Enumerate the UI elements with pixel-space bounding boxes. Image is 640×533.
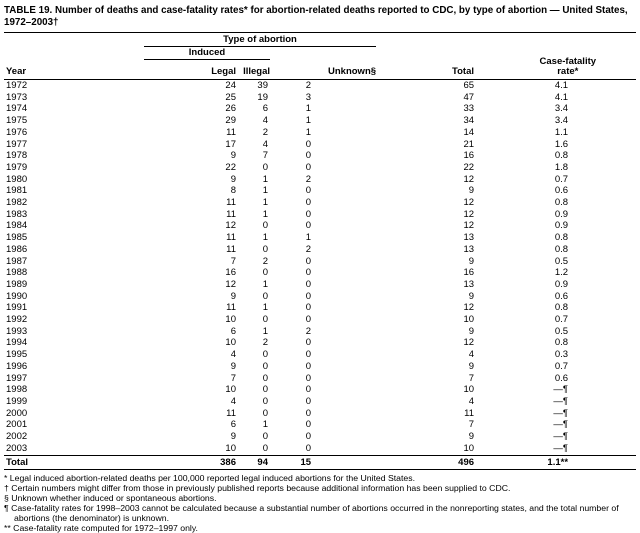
table-row	[4, 373, 636, 385]
table-cell: 1986	[6, 243, 28, 255]
table-cell: 1996	[6, 360, 28, 372]
table-row	[4, 256, 636, 268]
table-row	[4, 431, 636, 443]
table-cell: 0.8	[554, 337, 569, 349]
table-cell: 0	[262, 372, 268, 384]
table-cell: 12	[463, 173, 475, 185]
spacer-cell	[376, 47, 480, 60]
table-cell: 13	[463, 278, 475, 290]
table-cell: 8	[230, 185, 236, 197]
table-cell: 34	[463, 115, 475, 127]
table-cell: 0	[305, 384, 312, 396]
table-cell: 4	[230, 349, 236, 361]
column-header-illegal: Illegal	[236, 60, 270, 80]
table-row	[4, 337, 636, 349]
table-cell: 1	[262, 302, 268, 314]
table-cell: 21	[463, 138, 475, 150]
table-row	[4, 174, 636, 186]
footnotes	[4, 473, 638, 533]
table-cell: 9	[230, 290, 236, 302]
table-cell: 0	[305, 290, 312, 302]
table-cell: 1	[262, 325, 268, 337]
table-cell: 0.6	[554, 372, 569, 384]
table-cell: 0.7	[554, 314, 569, 326]
table-cell: 9	[468, 185, 475, 197]
table-cell: 1979	[6, 161, 28, 173]
table-cell: 1973	[6, 91, 28, 103]
table-cell: 11	[464, 407, 475, 419]
table-cell: 0	[305, 161, 312, 173]
table-cell: 3	[305, 91, 312, 103]
table-cell: 6	[230, 325, 236, 337]
table-cell: 0.7	[554, 173, 569, 185]
table-cell: 7	[230, 372, 236, 384]
table-cell: 12	[463, 197, 475, 209]
table-cell: 0.9	[554, 278, 569, 290]
table-cell: 9	[230, 173, 236, 185]
table-cell: 1	[262, 197, 268, 209]
table-cell: 2	[305, 243, 312, 255]
table-cell: 0	[262, 442, 268, 454]
table-cell: 0	[262, 161, 268, 173]
table-cell: 9	[230, 360, 236, 372]
table-cell: 1983	[6, 208, 28, 220]
table-row	[4, 384, 636, 396]
table-cell: 0	[305, 278, 312, 290]
table-cell: 1977	[6, 138, 28, 150]
spacer-cell	[376, 33, 480, 47]
table-cell: 2	[262, 337, 268, 349]
table-cell: 13	[463, 243, 475, 255]
table-cell: —¶	[553, 384, 569, 396]
table-row	[4, 197, 636, 209]
table-cell: 25	[225, 91, 236, 103]
table-cell: 9	[468, 360, 475, 372]
table-cell: 1974	[6, 103, 28, 115]
table-cell: 9	[468, 255, 475, 267]
table-cell: 10	[225, 314, 236, 326]
table-cell: 0	[305, 208, 312, 220]
table-cell: —¶	[553, 395, 569, 407]
table-cell: 1	[305, 126, 312, 138]
table-cell: 11	[226, 302, 236, 314]
table-cell: 10	[463, 384, 475, 396]
table-cell: 65	[463, 80, 475, 91]
table-cell: 0	[305, 372, 312, 384]
table-cell: 0	[305, 185, 312, 197]
table-row	[4, 408, 636, 420]
table-cell: 2003	[6, 442, 28, 454]
table-cell: 12	[463, 302, 475, 314]
total-rate: 1.1**	[480, 455, 636, 469]
table-cell: 6	[230, 419, 236, 431]
table-cell: 4	[262, 138, 268, 150]
table-cell: 12	[225, 220, 236, 232]
table-cell: 1	[262, 185, 268, 197]
table-cell: 1.2	[554, 267, 569, 279]
table-cell: 16	[463, 150, 475, 162]
table-cell: 0.6	[554, 185, 569, 197]
table-row	[4, 349, 636, 361]
spacer-cell	[4, 47, 144, 60]
total-label: Total	[4, 455, 144, 469]
spacer-cell	[4, 33, 144, 47]
table-cell: 3.4	[554, 103, 569, 115]
total-total: 496	[376, 455, 480, 469]
table-cell: 4	[262, 115, 268, 127]
table-cell: 7	[262, 150, 268, 162]
footnote: § Unknown whether induced or spontaneous abortions.	[4, 492, 217, 503]
table-cell: 1972	[6, 80, 28, 91]
table-cell: 1992	[6, 314, 28, 326]
table-cell: 2002	[6, 431, 28, 443]
rate-header-line1: Case-fatality	[539, 56, 597, 67]
table-cell: 0	[305, 302, 312, 314]
table-cell: 0	[305, 255, 312, 267]
table-cell: 1980	[6, 173, 28, 185]
table-cell: 2	[262, 255, 268, 267]
table-cell: 1.1	[554, 126, 569, 138]
table-cell: 0	[305, 197, 312, 209]
table-cell: 1988	[6, 267, 28, 279]
table-cell: 1998	[6, 384, 28, 396]
table-cell: 1991	[6, 302, 28, 314]
table-cell: 1.8	[554, 161, 569, 173]
table-cell: 1	[305, 115, 312, 127]
table-cell: 2	[305, 325, 312, 337]
table-cell: 9	[468, 325, 475, 337]
table-cell: 1.6	[554, 138, 569, 150]
table-cell: 0	[305, 220, 312, 232]
table-row	[4, 361, 636, 373]
table-cell: 0	[305, 138, 312, 150]
table-footer	[4, 455, 636, 469]
table-cell: 7	[468, 372, 475, 384]
table-cell: 2	[262, 126, 268, 138]
table-cell: 7	[468, 419, 475, 431]
table-row	[4, 302, 636, 314]
table-cell: 1982	[6, 197, 28, 209]
table-cell: 9	[230, 431, 236, 443]
table-cell: 12	[463, 337, 475, 349]
table-row	[4, 419, 636, 431]
table-row	[4, 220, 636, 232]
footnote: ¶ Case-fatality rates for 1998–2003 cannot be calculated because a substantial number of abortions occurred in the nonreporting states, and the total number of abortions (the denominator) is unknown.	[4, 502, 619, 523]
table-cell: 16	[225, 267, 236, 279]
table-cell: 14	[463, 126, 475, 138]
table-cell: 0	[262, 290, 268, 302]
table-cell: 47	[463, 91, 475, 103]
table-cell: 0	[262, 220, 268, 232]
table-row	[4, 209, 636, 221]
table-cell: 2	[305, 173, 312, 185]
table-row	[4, 103, 636, 115]
table-cell: 0	[262, 349, 268, 361]
table-cell: 1999	[6, 395, 28, 407]
group-header-induced: Induced	[144, 47, 270, 60]
table-cell: 4	[230, 395, 236, 407]
table-row	[4, 115, 636, 127]
table-cell: 11	[226, 243, 236, 255]
table-cell: 4.1	[554, 80, 569, 91]
table-cell: 0	[262, 243, 268, 255]
table-cell: 11	[226, 197, 236, 209]
table-row	[4, 232, 636, 244]
table-cell: 12	[463, 220, 475, 232]
table-cell: 9	[230, 150, 236, 162]
footnote: * Legal induced abortion-related deaths per 100,000 reported legal induced abortions for the United States.	[4, 472, 416, 483]
table-cell: 6	[262, 103, 268, 115]
table-cell: 1	[262, 278, 268, 290]
table-cell: 4.1	[554, 91, 569, 103]
table-row	[4, 162, 636, 174]
rate-header-text	[540, 57, 597, 77]
table-cell: 39	[257, 80, 268, 91]
table-cell: 0.7	[554, 360, 569, 372]
table-cell: 0	[305, 395, 312, 407]
table-cell: 0.8	[554, 243, 569, 255]
table-row	[4, 244, 636, 256]
table-cell: 10	[225, 442, 236, 454]
table-cell: 2	[305, 80, 312, 91]
table-cell: 0	[305, 314, 312, 326]
table-cell: 1994	[6, 337, 28, 349]
footnote: ** Case-fatality rate computed for 1972–1997 only.	[4, 522, 198, 533]
table-cell: 1990	[6, 290, 28, 302]
table-cell: 1976	[6, 126, 28, 138]
group-header-row-1	[4, 33, 636, 47]
table-cell: 11	[226, 232, 236, 244]
table-cell: 0	[305, 419, 312, 431]
table-cell: 0	[262, 384, 268, 396]
table-cell: 0.8	[554, 197, 569, 209]
group-header-type-of-abortion: Type of abortion	[144, 33, 376, 47]
spacer-cell	[270, 47, 376, 60]
table-cell: 1995	[6, 349, 28, 361]
table-cell: 2001	[6, 419, 28, 431]
table-cell: 9	[468, 431, 475, 443]
table-cell: 11	[226, 407, 236, 419]
table-cell: 0	[305, 337, 312, 349]
total-unknown: 15	[270, 455, 376, 469]
table-cell: 1	[262, 232, 268, 244]
column-header-unknown: Unknown§	[270, 60, 376, 80]
table-row	[4, 326, 636, 338]
table-cell: 1	[262, 173, 268, 185]
table-cell: —¶	[553, 419, 569, 431]
table-cell: 11	[226, 208, 236, 220]
table-cell: 22	[463, 161, 475, 173]
table-cell: 0.8	[554, 232, 569, 244]
table-cell: 0	[305, 407, 312, 419]
total-row	[4, 455, 636, 469]
table-cell: 10	[463, 442, 475, 454]
table-cell: 24	[225, 80, 236, 91]
table-cell: 26	[225, 103, 236, 115]
table-row	[4, 314, 636, 326]
table-cell: —¶	[553, 442, 569, 454]
table-row	[4, 185, 636, 197]
table-row	[4, 80, 636, 92]
table-cell: 9	[468, 290, 475, 302]
table-cell: —¶	[553, 407, 569, 419]
abortion-deaths-table	[4, 32, 636, 470]
table-cell: 33	[463, 103, 475, 115]
table-row	[4, 267, 636, 279]
table-cell: 1	[305, 103, 312, 115]
table-cell: 0.9	[554, 220, 569, 232]
table-cell: 4	[468, 395, 475, 407]
table-header	[4, 33, 636, 80]
table-cell: 7	[230, 255, 236, 267]
table-cell: 0.9	[554, 208, 569, 220]
table-cell: 1987	[6, 255, 28, 267]
table-cell: 1	[262, 419, 268, 431]
table-cell: 3.4	[554, 115, 569, 127]
table-cell: 2000	[6, 407, 28, 419]
table-cell: 0	[262, 407, 268, 419]
table-title: TABLE 19. Number of deaths and case-fatality rates* for abortion-related deaths reported to CDC, by type of abortion — United States, 1972–2003†	[4, 5, 628, 28]
table-row	[4, 396, 636, 408]
table-cell: 22	[225, 161, 236, 173]
table-cell: 0.6	[554, 290, 569, 302]
table-cell: 0.5	[554, 325, 569, 337]
table-cell: 4	[468, 349, 475, 361]
footnote: † Certain numbers might differ from those in previously published reports because additional information has been supplied to CDC.	[4, 482, 511, 493]
table-cell: 13	[463, 232, 475, 244]
table-cell: 0	[305, 349, 312, 361]
table-cell: 1984	[6, 220, 28, 232]
table-cell: 0	[305, 442, 312, 454]
table-cell: 0	[262, 314, 268, 326]
table-cell: 1	[262, 208, 268, 220]
rate-header-line2: rate*	[557, 66, 579, 77]
table-cell: 10	[225, 384, 236, 396]
table-cell: 0	[305, 431, 312, 443]
table-cell: 29	[225, 115, 236, 127]
table-cell: 10	[225, 337, 236, 349]
table-cell: 19	[257, 91, 268, 103]
table-row	[4, 443, 636, 455]
table-cell: 10	[463, 314, 475, 326]
table-cell: 0	[305, 267, 312, 279]
table-cell: 1	[305, 232, 312, 244]
table-row	[4, 150, 636, 162]
column-header-year: Year	[4, 60, 144, 80]
table-cell: 0.3	[554, 349, 569, 361]
table-cell: 1997	[6, 372, 28, 384]
total-legal: 386	[144, 455, 236, 469]
table-cell: 0	[262, 395, 268, 407]
total-illegal: 94	[236, 455, 270, 469]
table-row	[4, 127, 636, 139]
table-cell: 0.8	[554, 150, 569, 162]
table-cell: 0	[262, 267, 268, 279]
table-cell: 0.5	[554, 255, 569, 267]
table-cell: 16	[463, 267, 475, 279]
table-cell: 11	[226, 126, 236, 138]
table-row	[4, 139, 636, 151]
table-cell: 0	[305, 360, 312, 372]
table-cell: 1985	[6, 232, 28, 244]
table-cell: 0	[262, 431, 268, 443]
table-cell: 0.8	[554, 302, 569, 314]
column-header-legal: Legal	[144, 60, 236, 80]
column-header-total: Total	[376, 60, 480, 80]
table-row	[4, 279, 636, 291]
table-row	[4, 291, 636, 303]
table-cell: 0	[262, 360, 268, 372]
table-cell: 1993	[6, 325, 28, 337]
column-header-case-fatality-rate	[480, 33, 636, 80]
table-cell: 1981	[6, 185, 28, 197]
table-cell: 12	[463, 208, 475, 220]
table-cell: —¶	[553, 431, 569, 443]
table-cell: 1989	[6, 278, 28, 290]
table-cell: 17	[225, 138, 236, 150]
table-cell: 1975	[6, 115, 28, 127]
table-cell: 1978	[6, 150, 28, 162]
table-cell: 0	[305, 150, 312, 162]
table-cell: 12	[225, 278, 236, 290]
table-body	[4, 80, 636, 456]
table-row	[4, 92, 636, 104]
